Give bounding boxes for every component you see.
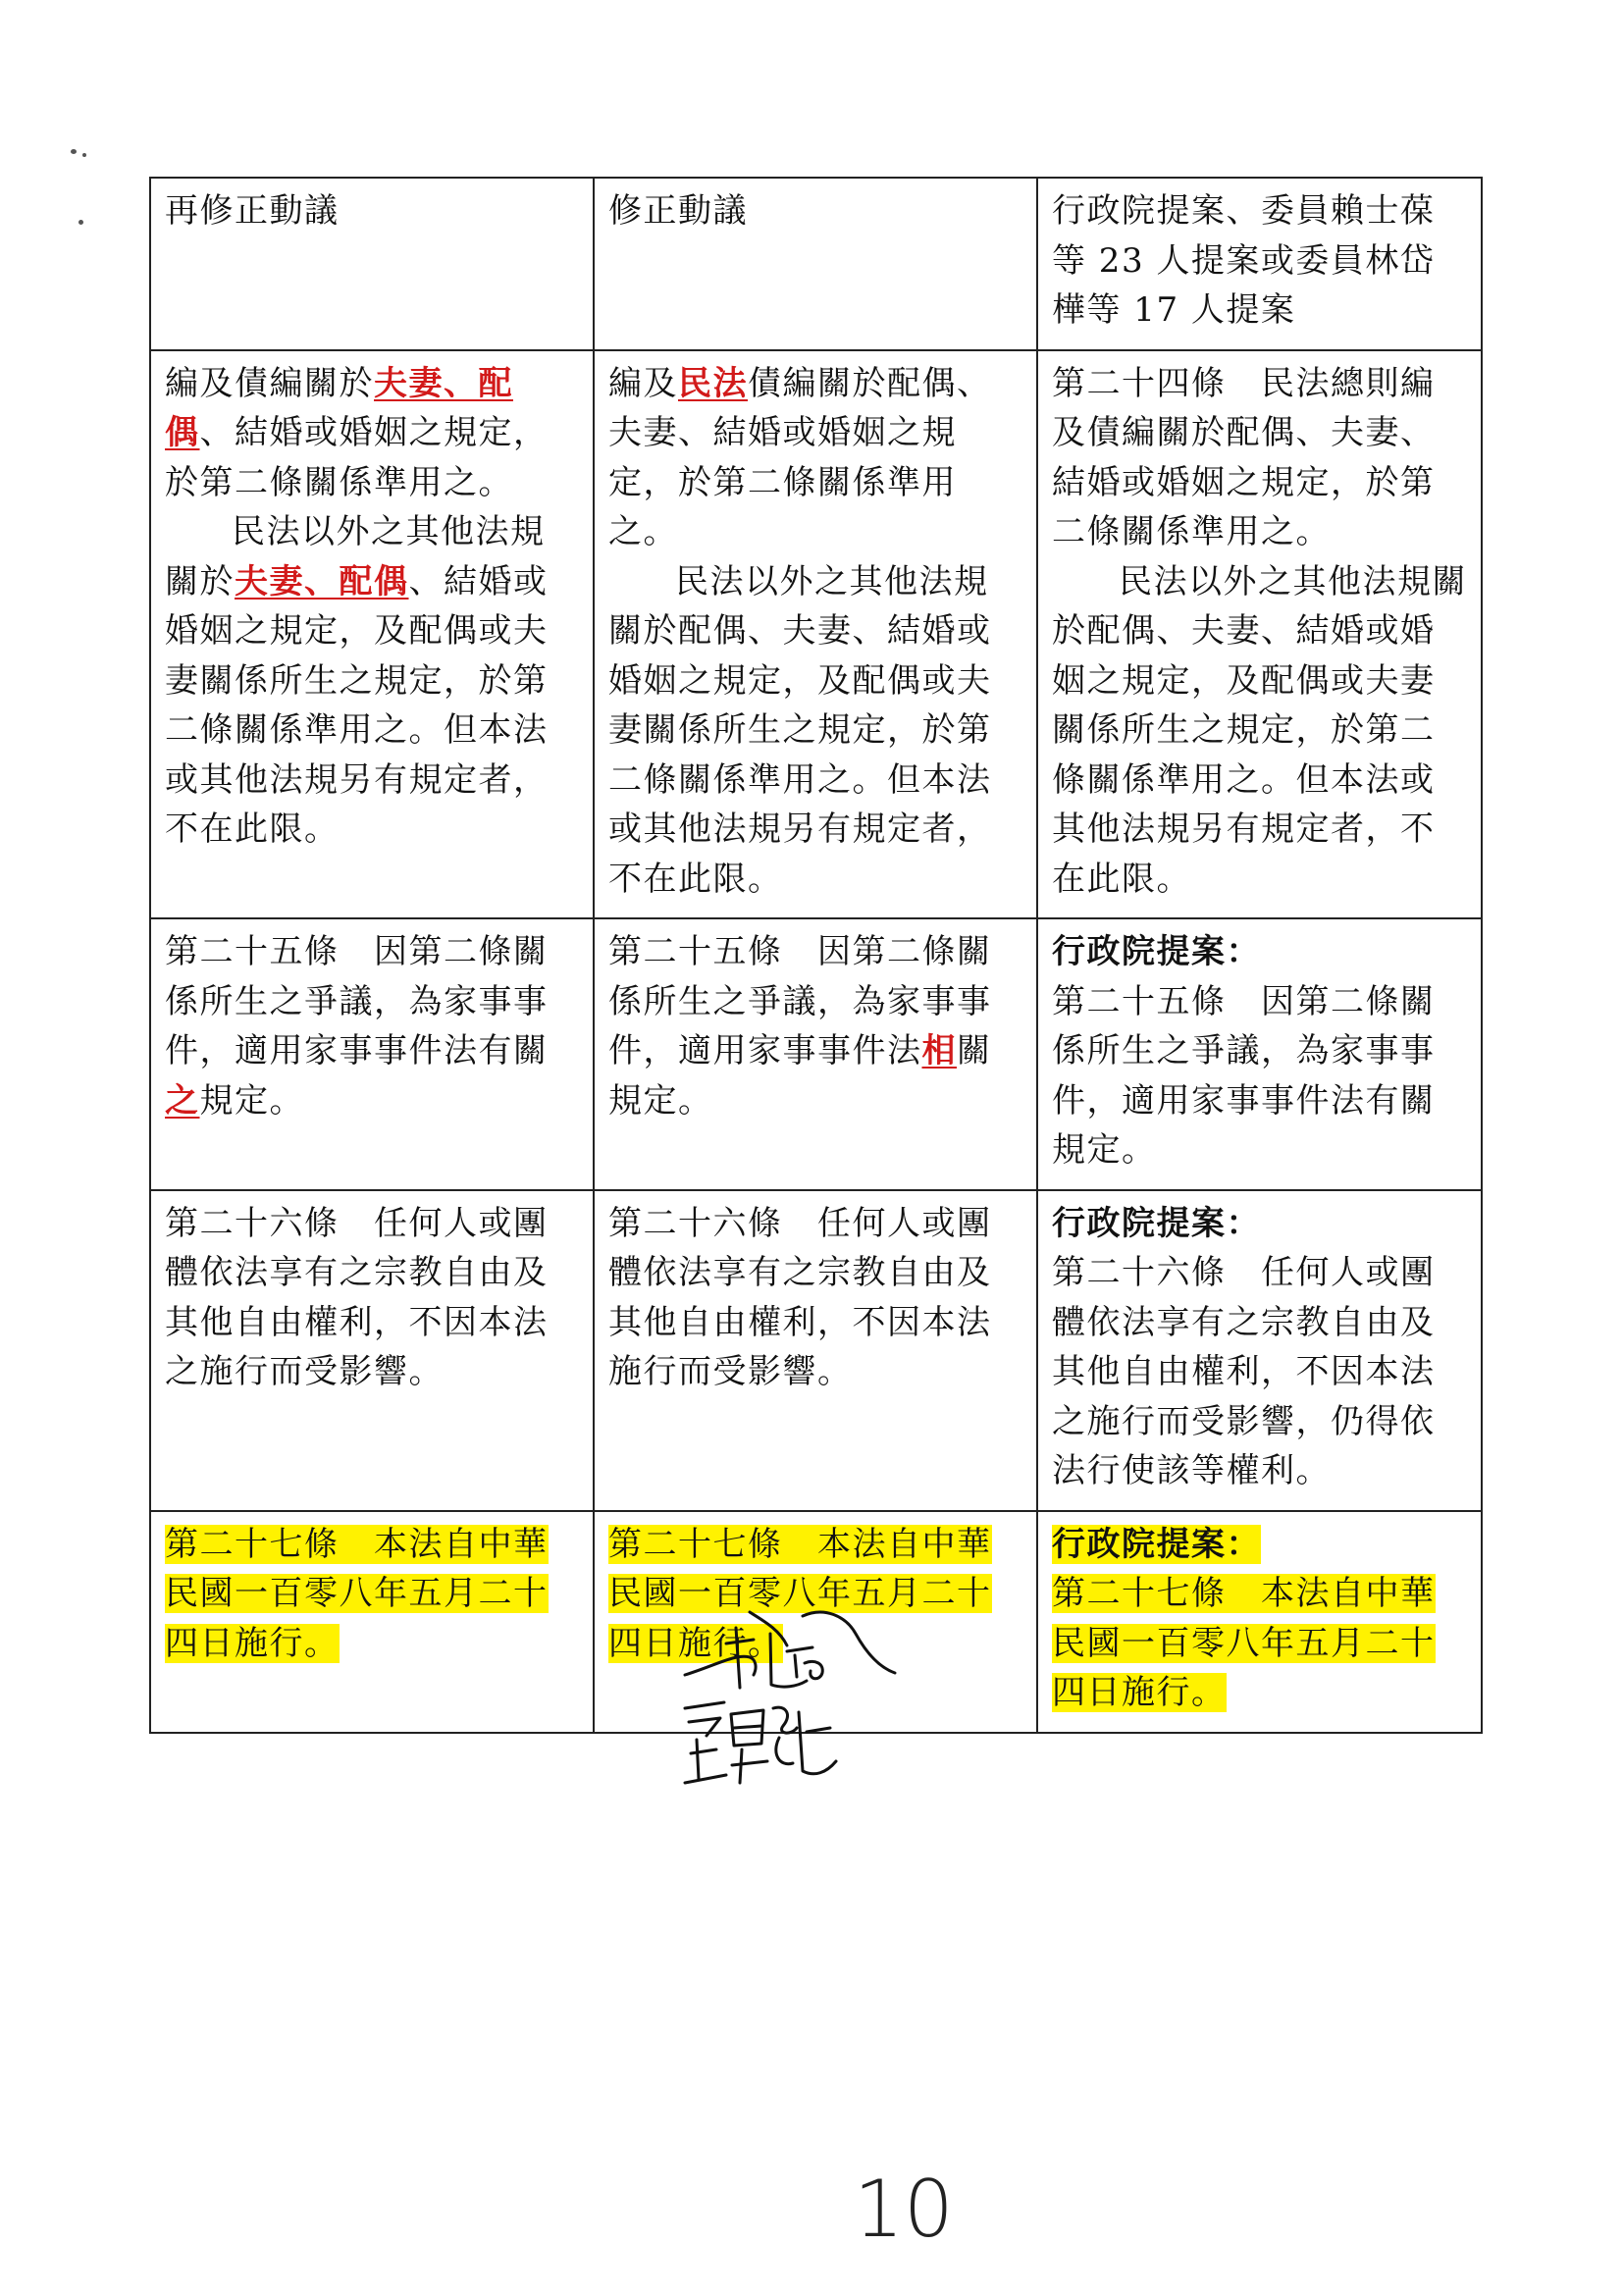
emphasis-text: 夫妻、配偶 <box>165 363 513 452</box>
handwritten-signature-1 <box>677 1594 903 1707</box>
handwritten-signature-2 <box>677 1693 844 1791</box>
proposal-label: 行政院提案： <box>1052 932 1261 971</box>
table-cell <box>1037 1190 1482 1511</box>
comparison-table <box>149 177 1483 1734</box>
highlighted-text: 第二十七條 本法自中華民國一百零八年五月二十四日施行。 <box>1052 1574 1436 1712</box>
proposal-label: 行政院提案： <box>1052 1203 1261 1243</box>
emphasis-text: 之 <box>165 1080 200 1121</box>
highlighted-text: 第二十七條 本法自中華民國一百零八年五月二十四日施行。 <box>608 1524 992 1663</box>
emphasis-text: 民法 <box>678 363 748 403</box>
table-header-row <box>150 178 1482 350</box>
table-row <box>150 1190 1482 1511</box>
table-cell <box>594 350 1037 919</box>
paragraph: 第二十五條 因第二條關係所生之爭議，為家事事件，適用家事事件法有關規定。 <box>1052 981 1436 1170</box>
header-cell: 再修正動議 <box>150 178 594 350</box>
scan-speck <box>79 220 83 225</box>
paragraph: 編及債編關於夫妻、配偶、結婚或婚姻之規定，於第二條關係準用之。 <box>165 363 549 502</box>
table-row <box>150 918 1482 1190</box>
paragraph: 第二十六條 任何人或團體依法享有之宗教自由及其他自由權利，不因本法之施行而受影響，仍得依法行使該等權利。 <box>1052 1253 1436 1490</box>
emphasis-text: 夫妻、配偶 <box>235 561 409 601</box>
table-cell <box>150 1511 594 1733</box>
scan-speck <box>82 153 86 157</box>
highlighted-text: 第二十七條 本法自中華民國一百零八年五月二十四日施行。 <box>165 1524 549 1663</box>
header-cell: 行政院提案、委員賴士葆等 23 人提案或委員林岱樺等 17 人提案 <box>1037 178 1482 350</box>
table-row <box>150 350 1482 919</box>
scan-speck <box>71 149 77 154</box>
table-cell: 第二十六條 任何人或團體依法享有之宗教自由及其他自由權利，不因本法施行而受影響。 <box>594 1190 1037 1511</box>
paragraph: 民法以外之其他法規關於配偶、夫妻、結婚或婚姻之規定，及配偶或夫妻關係所生之規定，於第二條關係準用之。但本法或其他法規另有規定者，不在此限。 <box>608 561 992 899</box>
paragraph: 編及民法債編關於配偶、夫妻、結婚或婚姻之規定，於第二條關係準用之。 <box>608 363 992 551</box>
paragraph: 民法以外之其他法規關於配偶、夫妻、結婚或婚姻之規定，及配偶或夫妻關係所生之規定，於第二條關係準用之。但本法或其他法規另有規定者，不在此限。 <box>1052 561 1467 899</box>
paragraph: 第二十四條 民法總則編及債編關於配偶、夫妻、結婚或婚姻之規定，於第二條關係準用之。 <box>1052 363 1436 551</box>
table-cell: 第二十五條 因第二條關係所生之爭議，為家事事件，適用家事事件法有關之規定。 <box>150 918 594 1190</box>
table-cell <box>1037 918 1482 1190</box>
header-cell: 修正動議 <box>594 178 1037 350</box>
table-cell <box>1037 350 1482 919</box>
paragraph: 民法以外之其他法規關於夫妻、配偶、結婚或婚姻之規定，及配偶或夫妻關係所生之規定，於第二條關係準用之。但本法或其他法規另有規定者，不在此限。 <box>165 512 549 849</box>
table-cell <box>150 350 594 919</box>
table-cell <box>1037 1511 1482 1733</box>
table-cell: 第二十六條 任何人或團體依法享有之宗教自由及其他自由權利，不因本法之施行而受影響。 <box>150 1190 594 1511</box>
emphasis-text: 相 <box>921 1031 957 1070</box>
proposal-label: 行政院提案： <box>1052 1524 1261 1564</box>
page-number: 10 <box>854 2164 954 2255</box>
table-cell: 第二十五條 因第二條關係所生之爭議，為家事事件，適用家事事件法相關規定。 <box>594 918 1037 1190</box>
